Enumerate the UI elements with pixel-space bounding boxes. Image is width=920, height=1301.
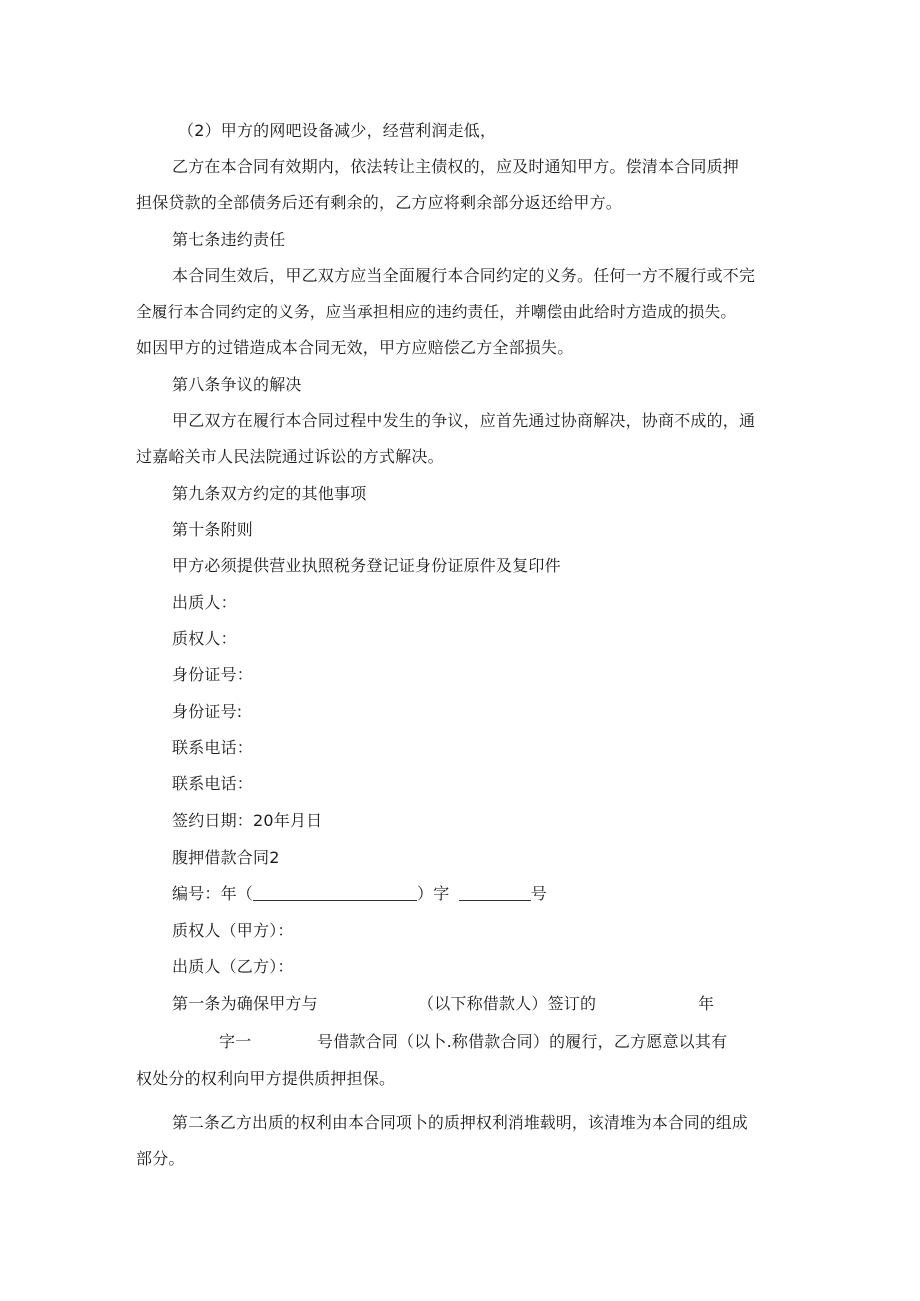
- contract-number-suffix: 号: [530, 884, 547, 903]
- paragraph-line: 担保贷款的全部债务后还有剩余的，乙方应将剩余部分返还给甲方。: [136, 193, 623, 212]
- section-heading: 第十条附则: [172, 520, 254, 539]
- contract-number-label: 编号：年（: [172, 884, 254, 903]
- signature-field: 身份证号:: [172, 702, 243, 721]
- article-text: 号借款合同（以卜.称借款合同）的履行，乙方愿意以其有: [317, 1032, 728, 1051]
- article-text: 字一: [219, 1032, 252, 1051]
- blank-underline: [253, 884, 417, 901]
- contract-number-line: [172, 884, 547, 904]
- paragraph-line: （2）甲方的网吧设备减少，经营利润走低，: [178, 121, 497, 140]
- paragraph-line: 乙方在本合同有效期内，依法转让主债权的，应及时通知甲方。偿清本合同质押: [172, 157, 740, 176]
- signature-field: 联系电话：: [172, 738, 254, 757]
- signature-field: 身份证号：: [172, 665, 254, 684]
- paragraph-line: 过嘉峪关市人民法院通过诉讼的方式解决。: [136, 447, 444, 466]
- paragraph-line: 全履行本合同约定的义务，应当承担相应的违约责任，并嘲偿由此给时方造成的损失。: [136, 303, 737, 321]
- signature-field: 出质人（乙方）：: [172, 957, 294, 976]
- article-text: （以下称借款人）签订的: [418, 994, 597, 1013]
- contract-number-char: ）字: [417, 884, 450, 903]
- document-title: 腹押借款合同2: [172, 848, 280, 867]
- section-heading: 第九条双方约定的其他事项: [172, 484, 367, 503]
- article-line: [172, 994, 715, 1014]
- paragraph-line: 第二条乙方出质的权利由本合同项卜的质押权利消堆载明，该清堆为本合同的组成: [172, 1113, 748, 1132]
- paragraph-line: 甲方必须提供营业执照税务登记证身份证原件及复印件: [172, 556, 561, 575]
- paragraph-line: 如因甲方的过错造成本合同无效，甲方应赔偿乙方全部损失。: [136, 338, 574, 357]
- article-text: 第一条为确保甲方与: [172, 994, 318, 1013]
- signature-field: 出质人：: [172, 593, 237, 612]
- paragraph-line: 甲乙双方在履行本合同过程中发生的争议，应首先通过协商解决，协商不成的，通: [172, 411, 756, 430]
- section-heading: 第八条争议的解决: [172, 375, 302, 394]
- signature-field: 质权人：: [172, 629, 237, 648]
- section-heading: 第七条违约责任: [172, 230, 286, 249]
- paragraph-line: 部分。: [136, 1149, 185, 1168]
- paragraph-line: 权处分的权利向甲方提供质押担保。: [136, 1069, 396, 1088]
- paragraph-line: 本合同生效后，甲乙双方应当全面履行本合同约定的义务。任何一方不履行或不完: [172, 266, 756, 285]
- signing-date: 签约日期：20年月日: [172, 811, 323, 830]
- article-line: [219, 1032, 728, 1052]
- signature-field: 质权人（甲方）：: [172, 921, 294, 940]
- signature-field: 联系电话：: [172, 774, 254, 793]
- article-text: 年: [698, 994, 715, 1013]
- blank-underline: [459, 884, 531, 901]
